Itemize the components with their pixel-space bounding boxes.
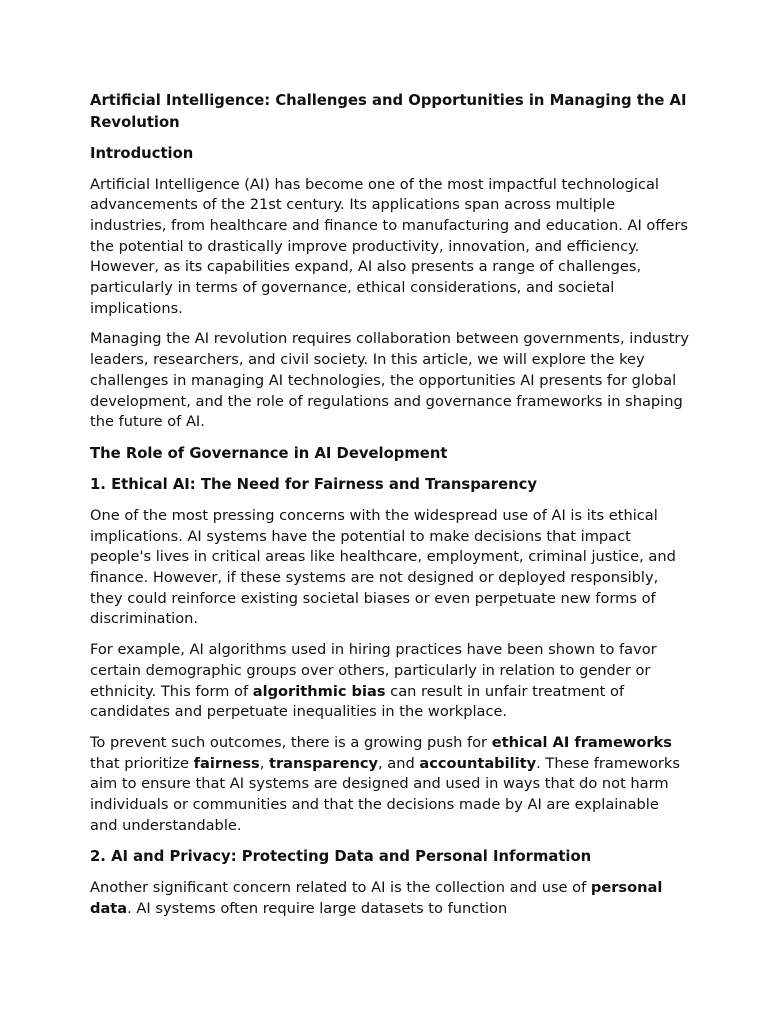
bold-term-accountability: accountability — [419, 754, 537, 772]
text-run: can result in unfair treatment of candidates and perpetuate inequalities in the workplace. — [90, 682, 625, 721]
text-run: Another significant concern related to AI is the collection and use of — [90, 878, 591, 896]
governance-heading: The Role of Governance in AI Development — [90, 444, 448, 462]
ethics-paragraph-1: One of the most pressing concerns with the widespread use of AI is its ethical implications. AI systems have the potential to make decisions that impact people's lives in critical areas like healthcare, employment, criminal justice, and finance. However, if these systems are not designed or deployed responsibly, they could reinforce existing societal biases or even perpetuate new forms of discrimination. — [90, 506, 676, 628]
intro-heading: Introduction — [90, 145, 194, 162]
text-run: . AI systems often require large datasets to function — [127, 899, 508, 917]
text-run: that prioritize — [90, 754, 194, 772]
intro-paragraph-1: Artificial Intelligence (AI) has become one of the most impactful technological advancements of the 21st century. Its applications span across multiple industries, from healthcare and finance to manufacturing and education. AI offers the potential to drastically improve productivity, innovation, and efficiency. However, as its capabilities expand, AI also presents a range of challenges, particularly in terms of governance, ethical considerations, and societal implications. — [90, 175, 688, 317]
text-run: . These frameworks aim to ensure that AI systems are designed and used in ways that do not harm individuals or communities and that the decisions made by AI are explainable and understandable. — [90, 754, 680, 834]
ethics-paragraph-3 — [90, 733, 690, 837]
bold-term-fairness: fairness — [193, 754, 260, 772]
text-run: To prevent such outcomes, there is a growing push for — [90, 733, 492, 751]
bold-term-transparency: transparency — [268, 754, 379, 772]
text-run: For example, AI algorithms used in hiring practices have been shown to favor certain demographic groups over others, particularly in relation to gender or ethnicity. This form of — [90, 641, 657, 700]
intro-paragraph-2: Managing the AI revolution requires collaboration between governments, industry leaders, researchers, and civil society. In this article, we will explore the key challenges in managing AI technologies, the opportunities AI presents for global development, and the role of regulations and governance frameworks in shaping the future of AI. — [90, 330, 690, 431]
bold-term-algorithmic-bias: algorithmic bias — [252, 682, 386, 700]
document-page — [90, 90, 690, 929]
text-run: , and — [378, 754, 420, 772]
privacy-paragraph-1 — [90, 878, 690, 919]
ethics-paragraph-2 — [90, 640, 690, 723]
bold-term-ethical-ai-frameworks: ethical AI frameworks — [491, 733, 672, 751]
privacy-heading: 2. AI and Privacy: Protecting Data and Personal Information — [90, 848, 592, 866]
ethics-heading: 1. Ethical AI: The Need for Fairness and Transparency — [90, 476, 538, 494]
text-run: , — [259, 754, 269, 772]
document-title: Artificial Intelligence: Challenges and Opportunities in Managing the AI Revolution — [90, 92, 687, 131]
bold-term-personal-data: personal data — [90, 878, 663, 917]
